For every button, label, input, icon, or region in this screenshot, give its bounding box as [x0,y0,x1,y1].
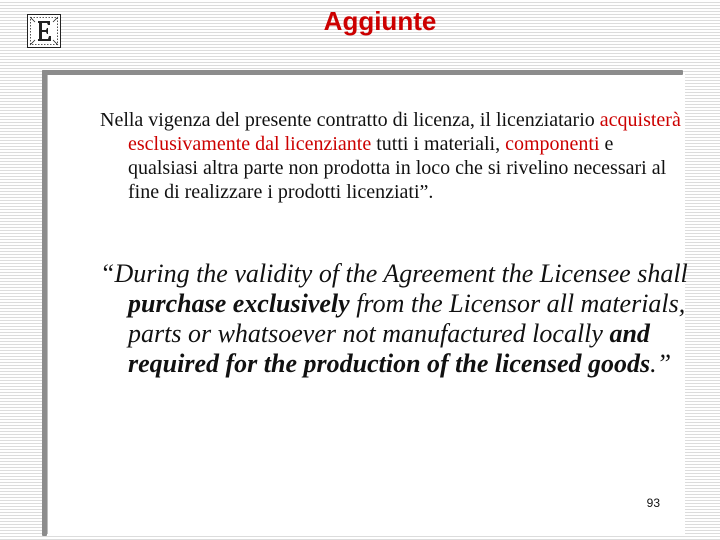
top-frame-bar [42,70,683,75]
english-text-2: from the Licensor all materials, parts or whatsoever not manufactured locally [128,289,686,348]
italian-text-2: tutti i materiali, [371,133,506,155]
page-number: 93 [646,496,660,510]
english-clause-paragraph [100,259,703,379]
english-text-1: “During the validity of the Agreement the Licensee shall [100,259,688,288]
slide-title: Aggiunte [323,6,437,36]
left-frame-bar [42,70,47,536]
italian-clause-paragraph [100,108,688,204]
italian-text-1: Nella vigenza del presente contratto di licenza, il licenziatario [100,109,600,131]
english-bold-purchase-exclusively: purchase exclusively [128,289,350,318]
english-text-3: .” [650,349,672,378]
italian-highlight-components: componenti [505,133,600,155]
english-bold-required-production: and required for the production of the licensed goods [128,319,651,378]
italian-text-3: e qualsiasi altra parte non prodotta in loco che si rivelino necessari al fine di realizzare i prodotti licenziati”. [128,133,667,203]
italian-highlight-exclusive-purchase: acquisterà esclusivamente dal licenziante [128,109,681,155]
